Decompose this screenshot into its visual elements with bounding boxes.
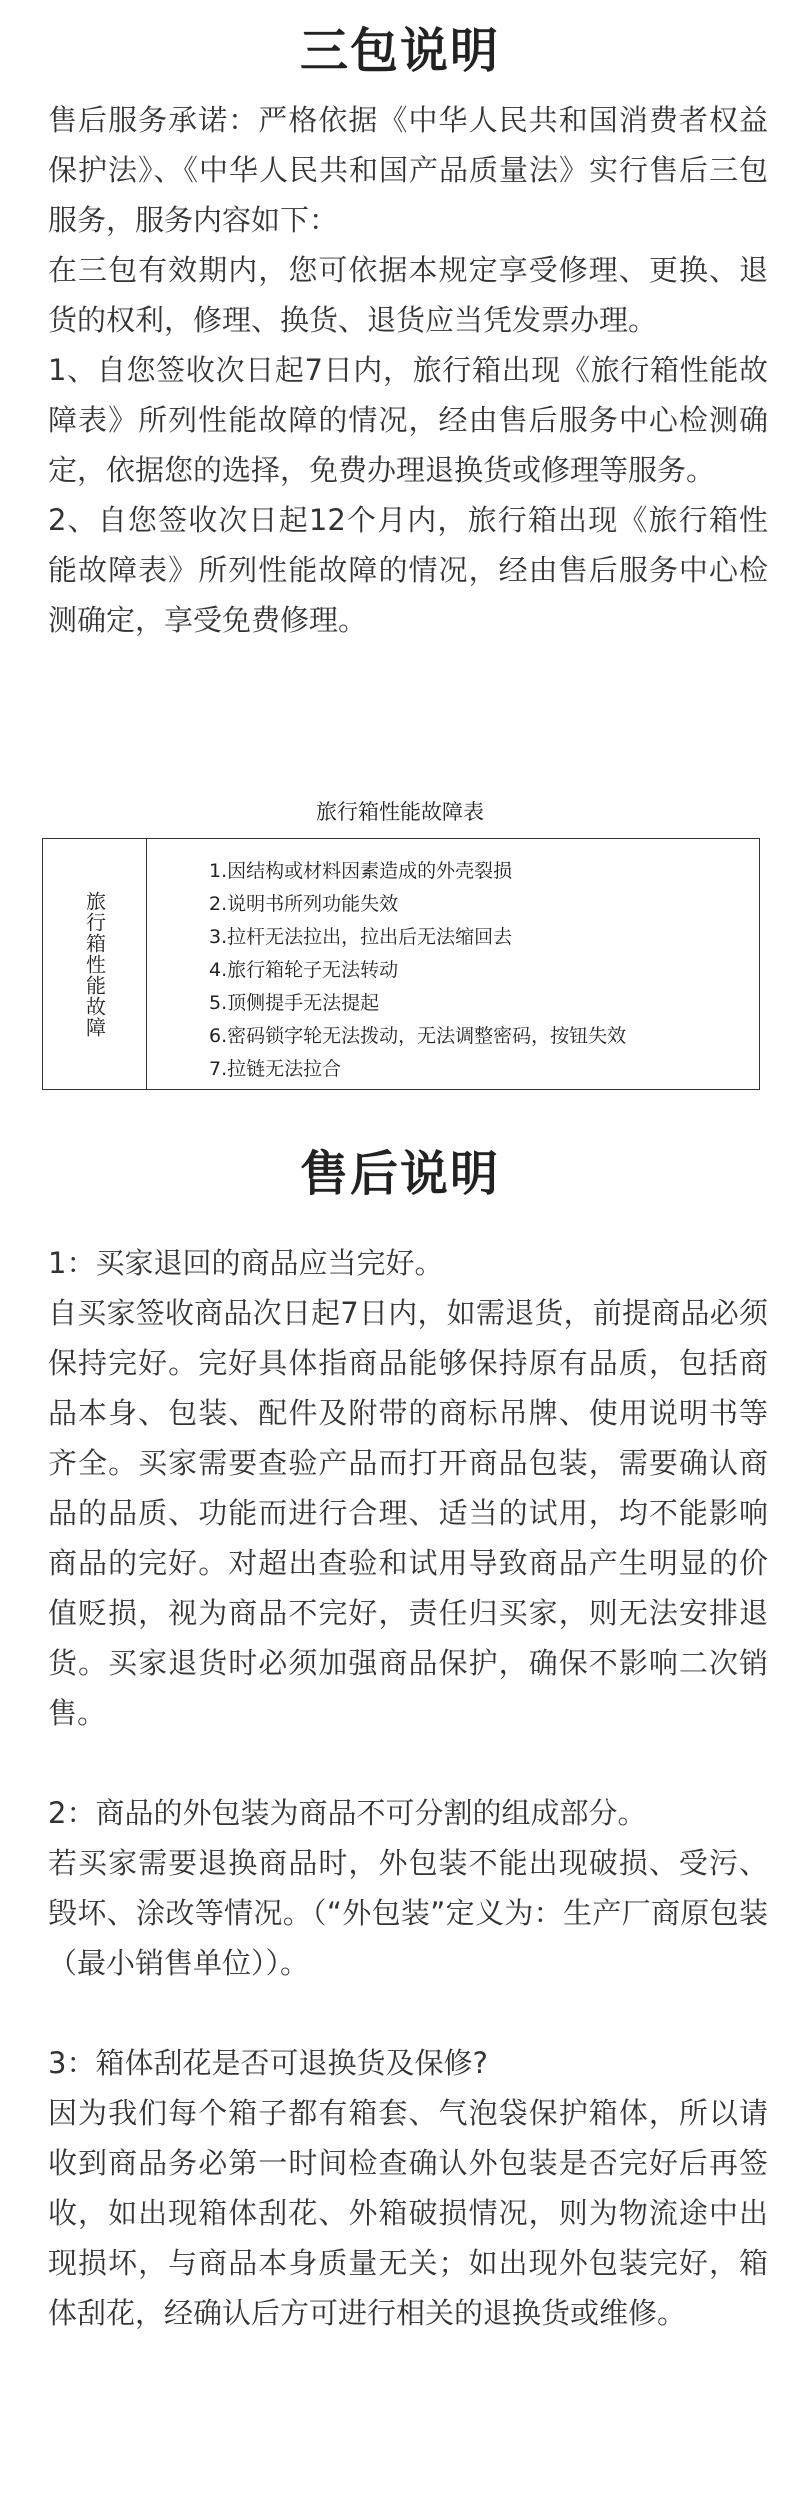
after-sales-text [48,1238,768,2338]
spacer [48,1988,768,2038]
warranty-text [48,95,768,645]
spacer [48,1738,768,1788]
q2-heading: 2：商品的外包装为商品不可分割的组成部分。 [48,1796,647,1830]
fault-item: 3.拉杆无法拉出，拉出后无法缩回去 [209,926,513,948]
fault-table-list [147,839,759,1089]
warranty-clause-1: 1、自您签收次日起7日内，旅行箱出现《旅行箱性能故障表》所列性能故障的情况，经由售后服务中心检测确定，依据您的选择，免费办理退换货或修理等服务。 [48,353,768,487]
fault-item: 4.旅行箱轮子无法转动 [209,959,399,981]
fault-item: 1.因结构或材料因素造成的外壳裂损 [209,860,513,882]
q1-heading: 1：买家退回的商品应当完好。 [48,1246,444,1280]
fault-table-header-text: 旅行箱性能故障 [82,890,107,1038]
q3-body: 因为我们每个箱子都有箱套、气泡袋保护箱体，所以请收到商品务必第一时间检查确认外包装是否完好后再签收，如出现箱体刮花、外箱破损情况，则为物流途中出现损坏，与商品本身质量无关；如出现外包装完好，箱体刮花，经确认后方可进行相关的退换货或维修。 [48,2096,768,2330]
q1-body: 自买家签收商品次日起7日内，如需退货，前提商品必须保持完好。完好具体指商品能够保持原有品质，包括商品本身、包装、配件及附带的商标吊牌、使用说明书等齐全。买家需要查验产品而打开商品包装，需要确认商品的品质、功能而进行合理、适当的试用，均不能影响商品的完好。对超出查验和试用导致商品产生明显的价值贬损，视为商品不完好，责任归买家，则无法安排退货。买家退货时必须加强商品保护，确保不影响二次销售。 [48,1296,768,1730]
fault-table [42,838,760,1090]
warranty-title: 三包说明 [299,23,500,79]
after-sales-title: 售后说明 [299,1146,500,1202]
fault-item: 7.拉链无法拉合 [209,1058,342,1080]
fault-table-header [43,839,147,1089]
fault-table-caption: 旅行箱性能故障表 [316,800,484,824]
fault-item: 6.密码锁字轮无法拨动，无法调整密码，按钮失效 [209,1025,627,1047]
fault-item: 5.顶侧提手无法提起 [209,992,380,1014]
warranty-clause-2: 2、自您签收次日起12个月内，旅行箱出现《旅行箱性能故障表》所列性能故障的情况，经由售后服务中心检测确定，享受免费修理。 [48,503,768,637]
q3-heading: 3：箱体刮花是否可退换货及保修? [48,2046,488,2080]
fault-item: 2.说明书所列功能失效 [209,893,399,915]
warranty-intro: 售后服务承诺：严格依据《中华人民共和国消费者权益保护法》、《中华人民共和国产品质量法》实行售后三包服务，服务内容如下： [48,103,768,237]
warranty-rights: 在三包有效期内，您可依据本规定享受修理、更换、退货的权利，修理、换货、退货应当凭发票办理。 [48,253,768,337]
q2-body: 若买家需要退换商品时，外包装不能出现破损、受污、毁坏、涂改等情况。（“外包装”定义为：生产厂商原包装（最小销售单位））。 [48,1846,768,1980]
